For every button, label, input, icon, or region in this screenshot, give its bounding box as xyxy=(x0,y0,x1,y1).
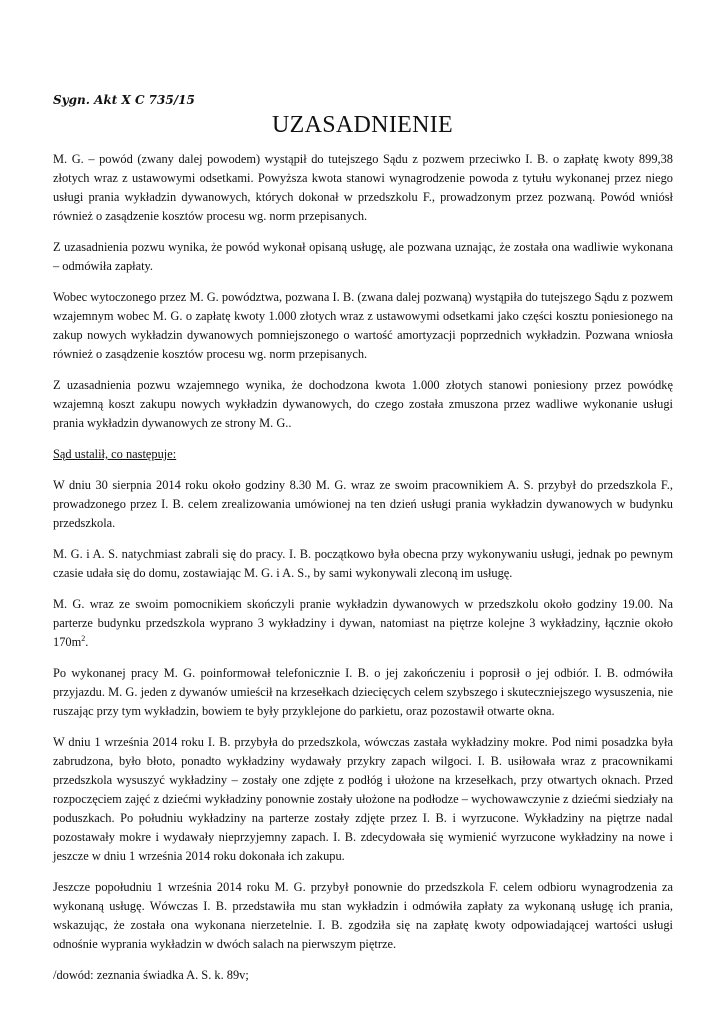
document-body xyxy=(53,150,673,997)
evidence-note: /dowód: zeznania świadka A. S. k. 89v; xyxy=(53,968,249,982)
area-suffix: . xyxy=(85,635,89,649)
paragraph: M. G. i A. S. natychmiast zabrali się do pracy. I. B. początkowo była obecna przy wykonywaniu usługi, jednak po pewnym czasie udała się do domu, zostawiając M. G. i A. S., by sami wykonywali zleconą im usługę. xyxy=(53,547,673,580)
document-title: UZASADNIENIE xyxy=(272,112,453,138)
area-superscript: 2 xyxy=(81,633,86,643)
paragraph: Z uzasadnienia pozwu wzajemnego wynika, że dochodzona kwota 1.000 złotych stanowi poniesiony przez powódkę wzajemną koszt zakupu nowych wykładzin dywanowych, do czego została zmuszona przez wadliwe wykonanie usługi prania wykładzin dywanowych ze strony M. G.. xyxy=(53,378,673,430)
paragraph: Jeszcze popołudniu 1 września 2014 roku M. G. przybył ponownie do przedszkola F. celem odbioru wynagrodzenia za wykonaną usługę. Wówczas I. B. przedstawiła mu stan wykładzin i odmówiła zapłaty za wykonaną usługę ich prania, wskazując, że została ona wykonana nierzetelnie. I. B. zgodziła się na zapłatę kwoty odpowiadającej wartości usługi odnośnie wyprania wykładzin w dwóch salach na pierwszym piętrze. xyxy=(53,880,673,951)
area-text: M. G. wraz ze swoim pomocnikiem skończyli pranie wykładzin dywanowych w przedszkolu około godziny 19.00. Na parterze budynku przedszkola wyprano 3 wykładziny i dywan, natomiast na piętrze kolejne 3 wykładziny, łącznie około 170m xyxy=(53,597,673,649)
paragraph-area xyxy=(53,595,673,652)
findings-heading: Sąd ustalił, co następuje: xyxy=(53,447,177,461)
paragraph: W dniu 1 września 2014 roku I. B. przybyła do przedszkola, wówczas zastała wykładziny mokre. Pod nimi posadzka była zabrudzona, było błoto, ponadto wykładziny wydawały przykry zapach wilgoci. I. B. usiłowała wraz z pracownikami przedszkola wysuszyć wykładziny – zostały one zdjęte z podłóg i ułożone na krzesełkach, przy otwartych oknach. Przed rozpoczęciem zajęć z dziećmi wykładziny ponownie zostały ułożone na podłodze – wychowawczynie z dziećmi siedziały na poduszkach. Po południu wykładziny na parterze zostały zdjęte przez I. B. i wyrzucone. Wykładziny na piętrze nadal pozostawały mokre i wydawały nieprzyjemny zapach. I. B. zdecydowała się wymienić wyrzucone wykładziny na nowe i jeszcze w dniu 1 września 2014 roku dokonała ich zakupu. xyxy=(53,735,673,863)
paragraph: W dniu 30 sierpnia 2014 roku około godziny 8.30 M. G. wraz ze swoim pracownikiem A. S. przybył do przedszkola F., prowadzonego przez I. B. celem zrealizowania umówionej na ten dzień usługi prania wykładzin dywanowych w budynku przedszkola. xyxy=(53,478,673,530)
paragraph: Wobec wytoczonego przez M. G. powództwa, pozwana I. B. (zwana dalej pozwaną) wystąpiła do tutejszego Sądu z pozwem wzajemnym wobec M. G. o zapłatę kwoty 1.000 złotych wraz z ustawowymi odsetkami jako części kosztu poniesionego na zakup nowych wykładzin dywanowych pomniejszonego o wartość amortyzacji poprzednich wykładzin. Pozwana wniosła również o zasądzenie kosztów procesu wg. norm przepisanych. xyxy=(53,290,673,361)
paragraph: M. G. – powód (zwany dalej powodem) wystąpił do tutejszego Sądu z pozwem przeciwko I. B. o zapłatę kwoty 899,38 złotych wraz z ustawowymi odsetkami. Powyższa kwota stanowi wynagrodzenie powoda z tytułu wykonanej przez niego usługi prania wykładzin dywanowych, których dokonał w przedszkolu F., prowadzonym przez pozwaną. Powód wniósł również o zasądzenie kosztów procesu wg. norm przepisanych. xyxy=(53,152,673,223)
paragraph: Z uzasadnienia pozwu wynika, że powód wykonał opisaną usługę, ale pozwana uznając, że została ona wadliwie wykonana – odmówiła zapłaty. xyxy=(53,240,673,273)
paragraph: Po wykonanej pracy M. G. poinformował telefonicznie I. B. o jej zakończeniu i poprosił o jej odbiór. I. B. odmówiła przyjazdu. M. G. jeden z dywanów umieścił na krzesełkach dziecięcych celem szybszego i skuteczniejszego wysuszenia, nie ruszając przy tym wykładzin, bowiem te były przyklejone do parkietu, oraz pozostawił otwarte okna. xyxy=(53,666,673,718)
case-signature: Sygn. Akt X C 735/15 xyxy=(53,93,195,107)
